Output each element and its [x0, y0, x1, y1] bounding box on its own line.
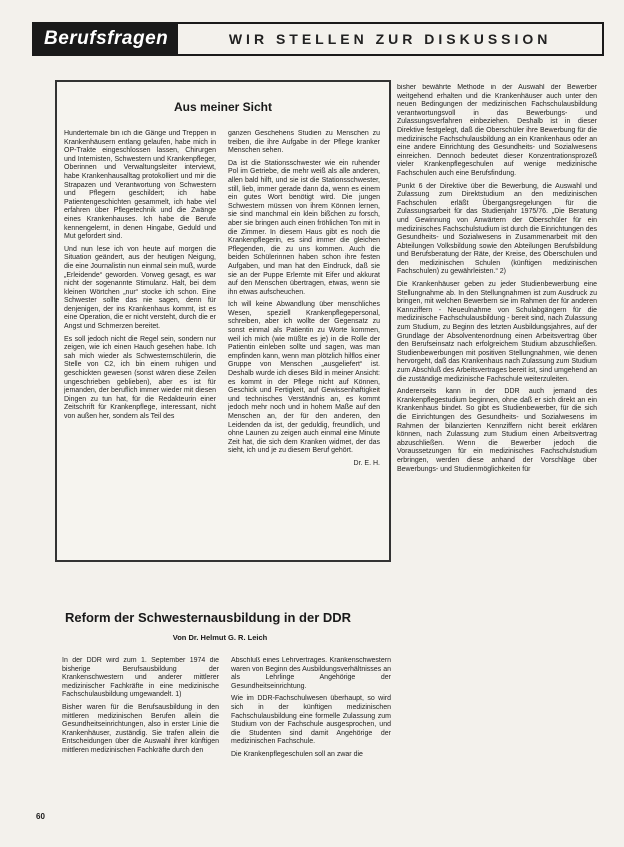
paragraph: Hundertemale bin ich die Gänge und Treppen in Krankenhäusern entlang gelaufen, habe mich in OP-Trakte eingeschlossen lassen, Chirurgen und Internisten, Schwestern und Krankenpfleger, Oberinnen und Verwaltungsleiter interviewt, habe Krankenhausalltag protokolliert und mir die Strapazen und Verantwortung von Schwestern und Pflegern geschildert; ich habe Patientengeschichten gesammelt, ich habe viel erfahren über Pflegetechnik und die Zwänge eines Krankenhauses. Ich habe die Berufe kennengelernt, in denen Hingabe, Geduld und Mut gefordert sind.	[64, 130, 216, 241]
paragraph: In der DDR wird zum 1. September 1974 die bisherige Berufsausbildung der Krankenschwestern und anderer mittlerer medizinischer Fachkräfte in eine medizinische Fachschulausbildung umgewandelt. 1)	[62, 657, 219, 699]
paragraph: Bisher waren für die Berufsausbildung in den mittleren medizinischen Berufen allein die Gesundheitseinrichtungen, also in erster Linie die Krankenhäuser, zuständig. Sie trafen allein die Entscheidungen über die Auswahl ihrer künftigen mittleren medizinischen Fachkräfte durch den	[62, 703, 219, 754]
paragraph: Punkt 6 der Direktive über die Bewerbung, die Auswahl und Zulassung zum Direktstudium an den medizinischen Fachschulen erläßt Übergangsregelungen für die Zulassungsarbeit für das Studienjahr 1975/76. „Die Beratung und Gewinnung von Anwärtern der Oberschüler für ein medizinisches Fachschulstudium ist durch die Einrichtungen des Gesundheits- und Sozialwesens in Zusammenarbeit mit den Abteilungen Volksbildung sowie den Abteilungen Berufsbildung und Berufsberatung der Räte, der Kreise, des Oberschulen und den medizinischen Schulen (künftigen medizinischen Fachschulen) zu gewährleisten.“ 2)	[397, 182, 597, 276]
paragraph: Es soll jedoch nicht die Regel sein, sondern nur zeigen, wie ich einen Hauch gesehen habe. Ich sah mich wieder als Schwesternschülerin, die Stelle von C2, ich bin einem ruhigen und geschickten gewesen (sonst wären diese Zeilen ungeschrieben geblieben), aber es ist für jemanden, der beruflich immer wieder mit diesen Dingen zu tun hat, für die Redakteurin einer Zeitschrift für Krankenpflege, interessant, nicht von außen her, sondern als Teil des	[64, 335, 216, 420]
paragraph: bisher bewährte Methode in der Auswahl der Bewerber weitgehend erhalten und die Krankenhäuser auch unter den neuen Bedingungen der medizinischen Fachschulausbildung verantwortungsvoll in das Bewerbungs- und Zulassungsverfahren einbeziehen. Deshalb ist in dieser Direktive festgelegt, daß die Oberschüler ihre Bewerbung für die medizinische Fachschulausbildung an ein Krankenhaus oder an eine andere Einrichtung des Gesundheits- und Sozialwesens einreichen. Dennoch bedeutet dieser Konzentrationsprozeß vieler Krankenpflegeschulen auf wenige medizinische Fachschulen auch eine Berufsfindung.	[397, 84, 597, 177]
paragraph: Abschluß eines Lehrvertrages. Krankenschwestern waren von Beginn des Ausbildungsverhältnisses an als Lehrlinge Angehörige der Gesundheitseinrichtung.	[231, 657, 391, 690]
opinion-column-1	[64, 130, 216, 560]
section-header	[32, 22, 604, 56]
opinion-box	[55, 80, 391, 562]
article-title: Reform der Schwesternausbildung in der DDR	[65, 610, 352, 625]
paragraph: Und nun lese ich von heute auf morgen die Situation geändert, aus der heutigen Neigung, die eine Journalistin nun einmal sein muß, wurde „Erleidende“ geworden. Vorweg gesagt, es war nicht der sogenannte Stimulanz. Halt, bei dem kleinen Wörtchen „nur“ stocke ich schon. Eine Schwester sollte das nie sagen, denn für denjenigen, der ins Krankenhaus kommt, ist es eine Operation, die er nicht versteht, durch die er Angst und Schmerzen bereitet.	[64, 245, 216, 331]
paragraph: Die Krankenhäuser geben zu jeder Studienbewerbung eine Stellungnahme ab. In den Stellungnahmen ist zum Ausdruck zu bringen, mit welchen Bewerbern sie im Rahmen der für anderen Kannziffern - Neueulnahme von Schulabgängern für die medizinische Fachschulausbildung - bereit sind, nach Zulassung zum Studium, zu Beginn des letzten Ausbildungsjahres, auf der Grundlage der Absolventenordnung einen Arbeitsvertrag über den Berufseinsatz nach erfolgreichem Studium abzuschließen. Studienbewerbungen mit positiven Stellungnahmen, wie denen hervorgeht, daß das Krankenhaus nach Zulassung zum Studium zum Abschluß des Arbeitsvertrages bereit ist, sind umgehend an die zuständige medizinische Fachschule weiterzuleiten.	[397, 281, 597, 383]
signature: Dr. E. H.	[353, 459, 380, 467]
article-column-1	[62, 657, 219, 825]
opinion-title: Aus meiner Sicht	[173, 100, 273, 114]
section-title: Berufsfragen	[34, 24, 178, 54]
right-column	[397, 84, 597, 784]
paragraph: Die Krankenpflegeschulen soll an zwar die	[231, 750, 363, 758]
paragraph: ganzen Geschehens Studien zu Menschen zu treiben, die ihre Aufgabe in der Pflege kranker Menschen sehen.	[228, 130, 380, 155]
opinion-column-2	[228, 130, 380, 560]
paragraph: Wie im DDR-Fachschulwesen überhaupt, so wird sich in der künftigen medizinischen Fachschulausbildung eine formelle Zulassung zum Studium von der Fachschule ausgesprochen, und die Studenten sind damit Angehörige der medizinischen Fachschule.	[231, 695, 391, 746]
paragraph: Andererseits kann in der DDR auch jemand des Krankenpflegestudium beginnen, ohne daß er sich direkt an ein Krankenhaus bindet. So gibt es Studienbewerber, für die sich die Einrichtungen des Gesundheits- und Sozialwesens im Rahmen der bilanzierten Kennziffern nicht bereit erklären können, nach Zulassung zum Studium einen Arbeitsvertrag abzuschließen. Wenn die Bewerber jedoch die Voraussetzungen für ein medizinisches Fachschulstudium erbringen, werden diese anhand der Vorschläge über Bewerbungs- und Studienmöglichkeiten für	[397, 388, 597, 473]
section-subtitle: WIR STELLEN ZUR DISKUSSION	[228, 31, 552, 47]
article-column-2	[231, 657, 391, 825]
page-number: 60	[36, 812, 45, 821]
paragraph: Ich will keine Abwandlung über menschliches Wesen, speziell Krankenpflegepersonal, schreiben, aber ich wollte der Gegensatz zu sonst einmal als Patientin zu Worte kommen, weil ich mich (wie müßte es je) in die Rolle der Patientin einleben sollte und sagen, was man empfinden kann, wenn man plötzlich hilflos einer Gruppe von Menschen „ausgeliefert“ ist. Deshalb wurde ich dieses Bild in meiner Ansicht: es kommt in der Pflege nicht auf Können, Geschick und Fertigkeit, auf Gewissenhaftigkeit und technisches Verständnis an, es kommt jedoch mehr noch und in hohem Maße auf den Menschen an, der für den anderen, den Leidenden da ist, der geduldig, freundlich, und ohne Launen zu zeigen auch einmal eine Minute Zeit hat, die sich dem Kranken widmet, der das sieht, ich und je zu diesem Beruf gehört.	[228, 301, 380, 455]
article-author: Von Dr. Helmut G. R. Leich	[172, 633, 268, 642]
paragraph: Da ist die Stationsschwester wie ein ruhender Pol im Getriebe, die mehr weiß als alle anderen, allen bald hilft, und sie ist die Stationsschwester, still, lieb, immer gerade dann da, wenn es einem ein gutes Wort benötigt wird. Die jungen Schwestern müssen von ihrem Können lernen, sie sind manchmal ein klein bißchen zu forsch, aber sie bringen auch einen fröhlichen Ton mit in die Zimmer. In diesem Haus gibt es noch die Krankenpflegerin, es sind immer die gleichen Pflegenden, die zu uns kommen. Auch die beiden Schülerinnen haben schon ihre festen Aufgaben, und man hat den Eindruck, daß sie sie an der Puppe Erlernte mit Eifer und akkurat auf den Menschen übertragen, etwas, wenn sie ihn etwas aufscheuchen.	[228, 159, 380, 296]
